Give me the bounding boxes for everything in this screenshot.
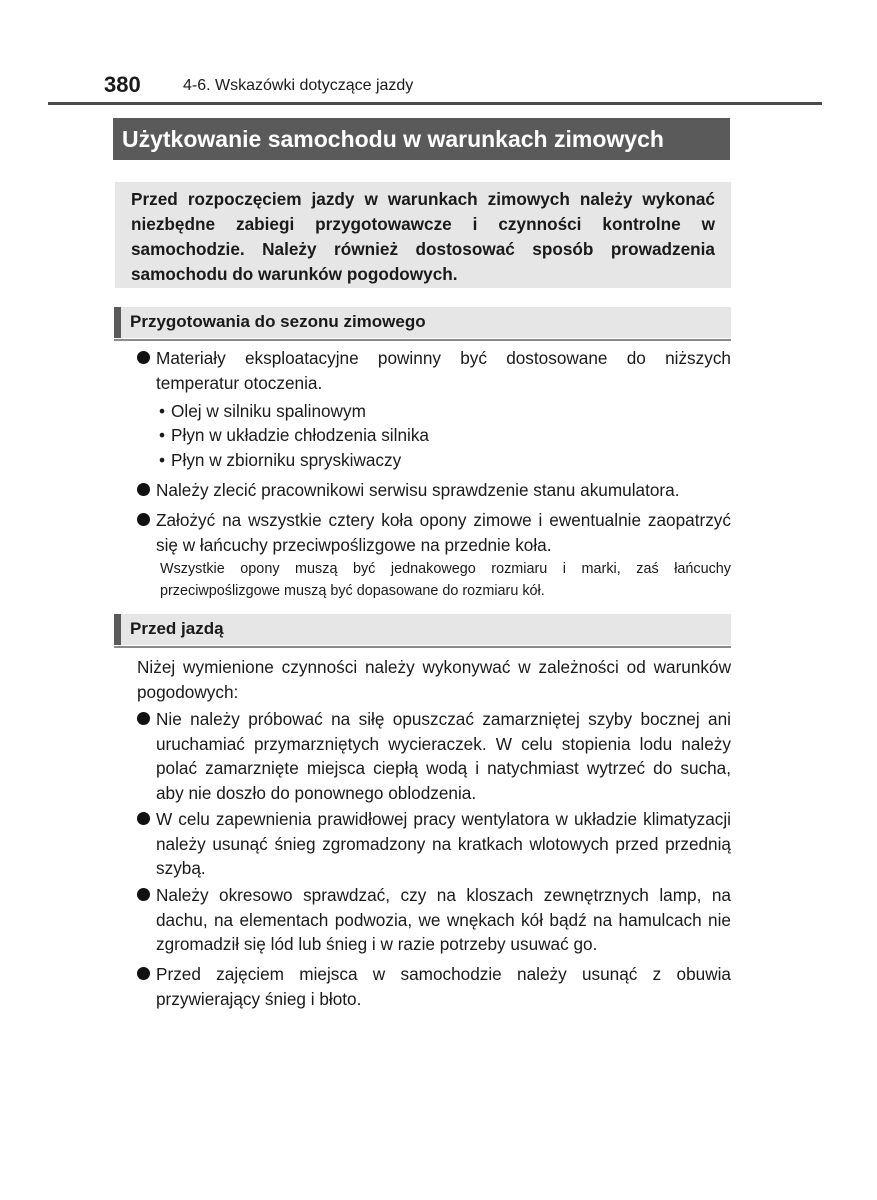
list-item — [137, 346, 731, 395]
bullet-icon — [137, 812, 150, 825]
header-divider — [48, 102, 822, 105]
list-item — [137, 478, 731, 503]
page-header — [0, 0, 877, 106]
small-bullet-icon: • — [159, 450, 166, 470]
page-number: 380 — [104, 72, 141, 97]
list-item-text: Należy zlecić pracownikowi serwisu sprawdzenie stanu akumulatora. — [156, 480, 680, 500]
list-item — [137, 707, 731, 805]
bullet-icon — [137, 888, 150, 901]
tyre-note: Wszystkie opony muszą być jednakowego rozmiaru i marki, zaś łańcuchy przeciwpoślizgowe muszą być dopasowane do rozmiaru kół. — [160, 561, 731, 599]
sub-list-item — [159, 423, 429, 448]
list-item-text: Materiały eksploatacyjne powinny być dostosowane do niższych temperatur otoczenia. — [156, 348, 731, 393]
bullet-icon — [137, 712, 150, 725]
list-item — [137, 807, 731, 881]
list-item-text: Należy okresowo sprawdzać, czy na kloszach zewnętrznych lamp, na dachu, na elementach podwozia, we wnękach kół bądź na hamulcach nie zgromadził się lód lub śnieg i w razie potrzeby usuwać go. — [156, 885, 731, 954]
list-item — [137, 508, 731, 557]
chapter-title: 4-6. Wskazówki dotyczące jazdy — [183, 77, 414, 94]
sub-list-item — [159, 448, 401, 473]
list-item-text: Nie należy próbować na siłę opuszczać zamarzniętej szyby bocznej ani uruchamiać przymarzniętych wycieraczek. W celu stopienia lodu należy polać zamarznięte miejsca ciepłą wodą i natychmiast wytrzeć do sucha, aby nie doszło do ponownego oblodzenia. — [156, 709, 731, 803]
bullet-icon — [137, 351, 150, 364]
list-item-text: Przed zajęciem miejsca w samochodzie należy usunąć z obuwia przywierający śnieg i błoto. — [156, 964, 731, 1009]
bullet-icon — [137, 483, 150, 496]
section-title: Użytkowanie samochodu w warunkach zimowych — [113, 118, 730, 160]
small-bullet-icon: • — [159, 401, 166, 421]
subheading-before-driving: Przed jazdą — [114, 614, 731, 645]
bullet-icon — [137, 967, 150, 980]
sub-list-item-text: Olej w silniku spalinowym — [171, 401, 366, 421]
list-item — [137, 962, 731, 1011]
list-item-text: Założyć na wszystkie cztery koła opony zimowe i ewentualnie zaopatrzyć się w łańcuchy przeciwpoślizgowe na przednie koła. — [156, 510, 731, 555]
sub-list-item — [159, 399, 366, 424]
section-intro-text: Niżej wymienione czynności należy wykonywać w zależności od warunków pogodowych: — [137, 657, 731, 702]
subheading-winter-preparation: Przygotowania do sezonu zimowego — [114, 307, 731, 338]
sub-list-item-text: Płyn w układzie chłodzenia silnika — [171, 425, 429, 445]
sub-list-item-text: Płyn w zbiorniku spryskiwaczy — [171, 450, 402, 470]
list-item-text: W celu zapewnienia prawidłowej pracy wentylatora w układzie klimatyzacji należy usunąć śnieg zgromadzony na kratkach wlotowych przed przednią szybą. — [156, 809, 731, 878]
intro-box: Przed rozpoczęciem jazdy w warunkach zimowych należy wykonać niezbędne zabiegi przygotowawcze i czynności kontrolne w samochodzie. Należy również dostosować sposób prowadzenia samochodu do warunków pogodowych. — [115, 182, 731, 288]
small-bullet-icon: • — [159, 425, 166, 445]
bullet-icon — [137, 513, 150, 526]
list-item — [137, 883, 731, 957]
